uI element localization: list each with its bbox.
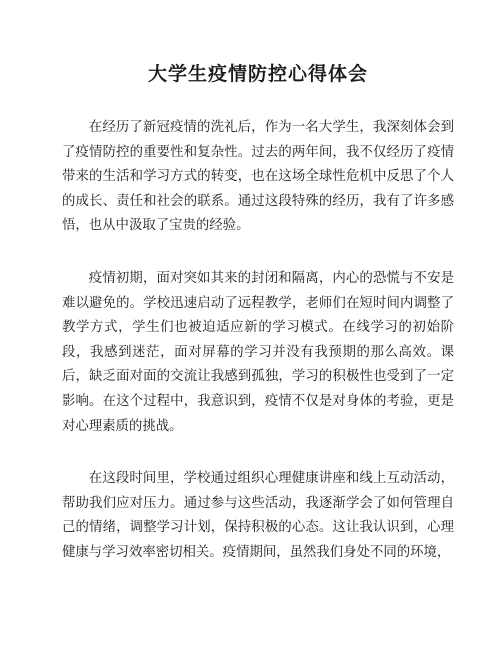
document-title: 大学生疫情防控心得体会 [147,63,368,85]
document-body [62,116,454,566]
paragraph: 在经历了新冠疫情的洗礼后，作为一名大学生，我深刻体会到了疫情防控的重要性和复杂性。过去的两年间，我不仅经历了疫情带来的生活和学习方式的转变，也在这场全球性危机中反思了个人的成长、责任和社会的联系。通过这段特殊的经历，我有了许多感悟，也从中汲取了宝贵的经验。 [62,120,454,234]
paragraph: 疫情初期，面对突如其来的封闭和隔离，内心的恐慌与不安是难以避免的。学校迅速启动了远程教学，老师们在短时间内调整了教学方式，学生们也被迫适应新的学习模式。在线学习的初始阶段，我感到迷茫，面对屏幕的学习并没有我预期的那么高效。课后，缺乏面对面的交流让我感到孤独，学习的积极性也受到了一定影响。在这个过程中，我意识到，疫情不仅是对身体的考验，更是对心理素质的挑战。 [62,270,454,434]
paragraph: 在这段时间里，学校通过组织心理健康讲座和线上互动活动，帮助我们应对压力。通过参与这些活动，我逐渐学会了如何管理自己的情绪，调整学习计划，保持积极的心态。这让我认识到，心理健康与学习效率密切相关。疫情期间，虽然我们身处不同的环境， [62,471,454,560]
